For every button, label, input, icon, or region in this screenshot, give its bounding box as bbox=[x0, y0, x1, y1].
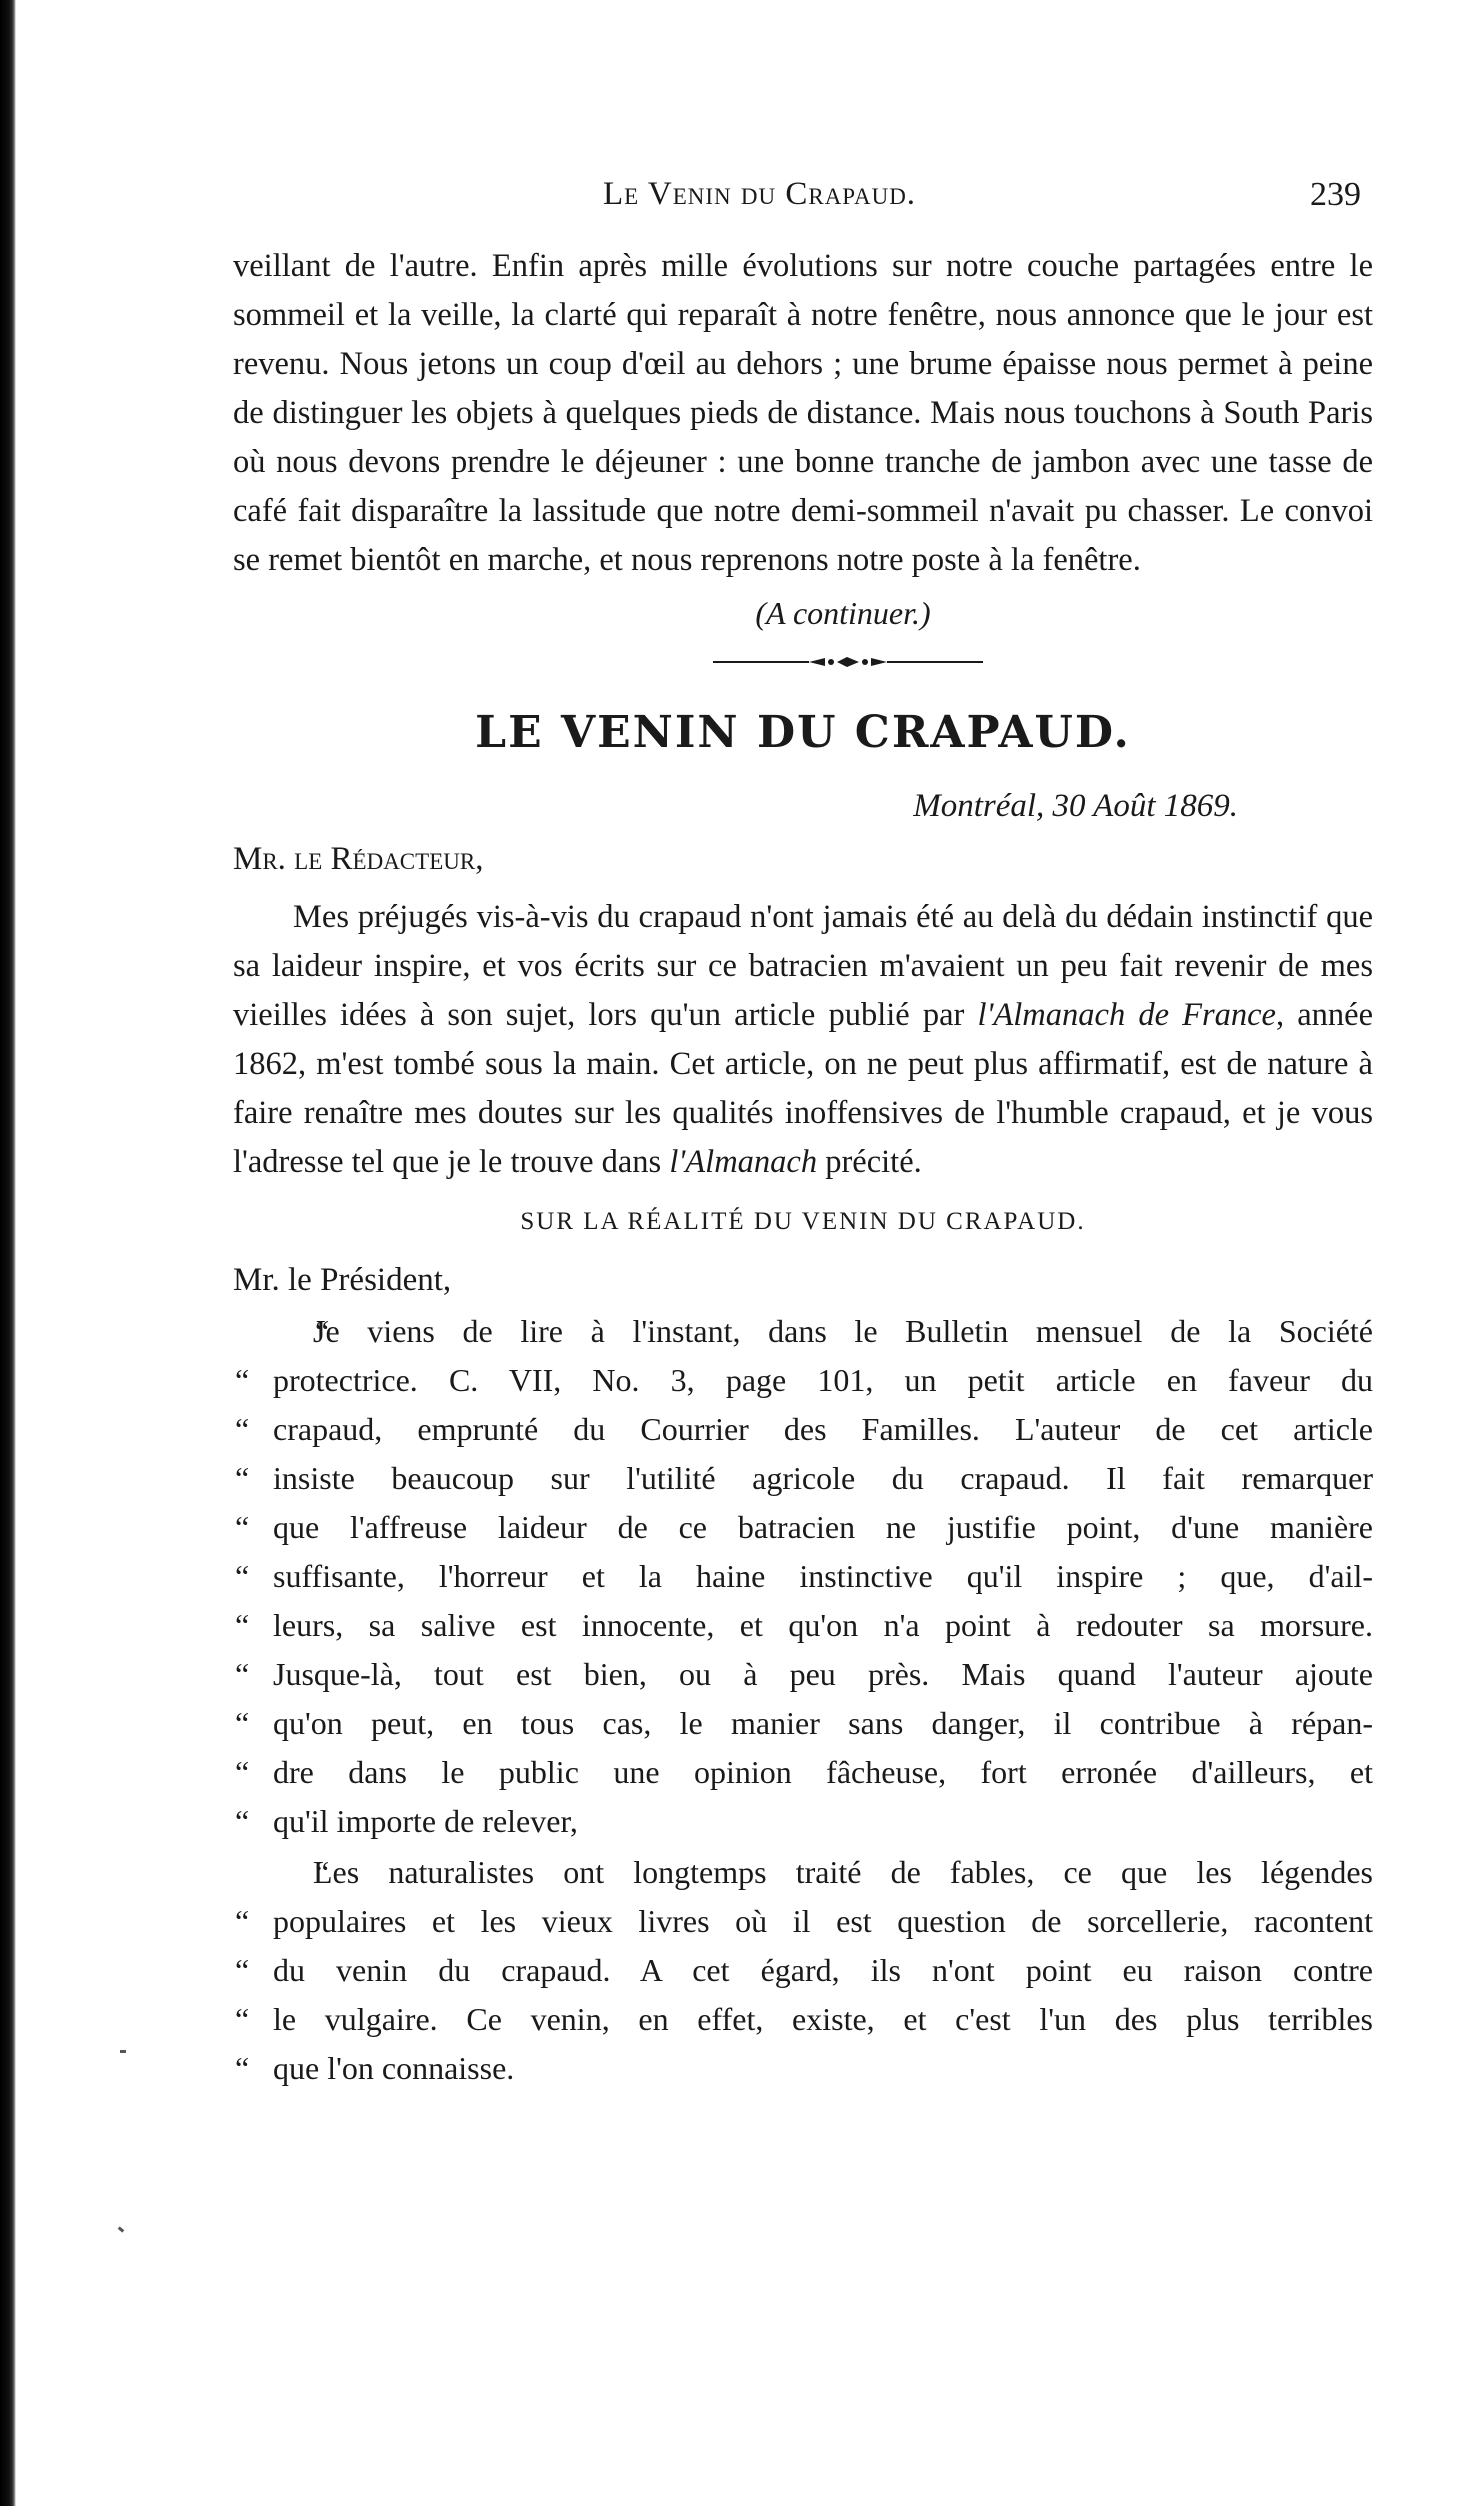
letter-text-3: précité. bbox=[817, 1144, 922, 1180]
dateline: Montréal, 30 Août 1869. bbox=[913, 788, 1238, 824]
section-heading: SUR LA RÉALITÉ DU VENIN DU CRAPAUD. bbox=[520, 1208, 1086, 1235]
scan-speck bbox=[120, 2050, 126, 2053]
page-number: 239 bbox=[1310, 176, 1361, 213]
quote-line: “ populaires et les vieux livres où il est question de sorcellerie, racontent bbox=[273, 1897, 1373, 1946]
quote-line: “ leurs, sa salive est innocente, et qu'on n'a point à redouter sa morsure. bbox=[273, 1601, 1373, 1650]
letter-text-2: , année 1862, m'est tombé sous la main. Cet article, on ne peut plus affirmatif, est de nature à faire renaître mes doutes sur les qualités inoffensives de l'humble crapaud, et je vous l'adresse tel que je le trouve dans bbox=[233, 997, 1373, 1180]
quoted-letter bbox=[233, 1307, 1373, 2093]
binding-edge bbox=[0, 0, 16, 2506]
almanach-title-italic-2: l'Almanach bbox=[669, 1144, 818, 1180]
quote-line: “ qu'il importe de relever, bbox=[273, 1797, 1373, 1846]
quote-line: “ le vulgaire. Ce venin, en effet, existe, et c'est l'un des plus terribles bbox=[273, 1995, 1373, 2044]
almanach-title-italic: l'Almanach de France bbox=[977, 997, 1276, 1033]
quote-line: “ que l'on connaisse. bbox=[273, 2044, 1373, 2093]
quote-line: “ Les naturalistes ont longtemps traité de fables, ce que les légendes bbox=[273, 1848, 1373, 1897]
continued-paragraph: veillant de l'autre. Enfin après mille évolutions sur notre couche partagées entre le sommeil et la veille, la clarté qui reparaît à notre fenêtre, nous annonce que le jour est revenu. Nous jetons un coup d'œil au dehors ; une brume épaisse nous permet à peine de distinguer les objets à quelques pieds de distance. Mais nous touchons à South Paris où nous devons prendre le déjeuner : une bonne tranche de jambon avec une tasse de café fait disparaître la lassitude que notre demi-sommeil n'avait pu chasser. Le convoi se remet bientôt en marche, et nous reprenons notre poste à la fenêtre. bbox=[233, 248, 1373, 578]
quote-line: “ Je viens de lire à l'instant, dans le Bulletin mensuel de la Société bbox=[273, 1307, 1373, 1356]
quote-line: “ insiste beaucoup sur l'utilité agricole du crapaud. Il fait remarquer bbox=[273, 1454, 1373, 1503]
letter-paragraph bbox=[233, 893, 1373, 1187]
quote-line: “ crapaud, emprunté du Courrier des Familles. L'auteur de cet article bbox=[273, 1405, 1373, 1454]
quote-line: “ du venin du crapaud. A cet égard, ils n'ont point eu raison contre bbox=[273, 1946, 1373, 1995]
quote-line: “ protectrice. C. VII, No. 3, page 101, un petit article en faveur du bbox=[273, 1356, 1373, 1405]
to-be-continued: (A continuer.) bbox=[755, 595, 931, 631]
quote-line: “ que l'affreuse laideur de ce batracien ne justifie point, d'une manière bbox=[273, 1503, 1373, 1552]
greeting: Mr. le Président, bbox=[233, 1262, 452, 1298]
quote-line: “ suffisante, l'horreur et la haine instinctive qu'il inspire ; que, d'ail- bbox=[273, 1552, 1373, 1601]
scan-speck bbox=[118, 2226, 125, 2232]
quote-line: “ Jusque-là, tout est bien, ou à peu près. Mais quand l'auteur ajoute bbox=[273, 1650, 1373, 1699]
article-title: LE VENIN DU CRAPAUD. bbox=[475, 707, 1131, 758]
quote-line: “ qu'on peut, en tous cas, le manier sans danger, il contribue à répan- bbox=[273, 1699, 1373, 1748]
salutation: Mr. le Rédacteur, bbox=[233, 841, 484, 877]
text-column bbox=[233, 176, 1373, 2093]
ornament-divider bbox=[323, 647, 1373, 677]
running-head bbox=[233, 176, 1373, 228]
ornament-rule-icon bbox=[713, 652, 983, 672]
running-title: Le Venin du Crapaud. bbox=[603, 176, 917, 212]
quote-line: “ dre dans le public une opinion fâcheuse, fort erronée d'ailleurs, et bbox=[273, 1748, 1373, 1797]
letter-text-1: Mes préjugés vis-à-vis du crapaud n'ont jamais été au delà du dédain instinctif que sa laideur inspire, et vos écrits sur ce batracien m'avaient un peu fait revenir de mes vieilles idées à son sujet, lors qu'un article publié par bbox=[233, 899, 1373, 1033]
